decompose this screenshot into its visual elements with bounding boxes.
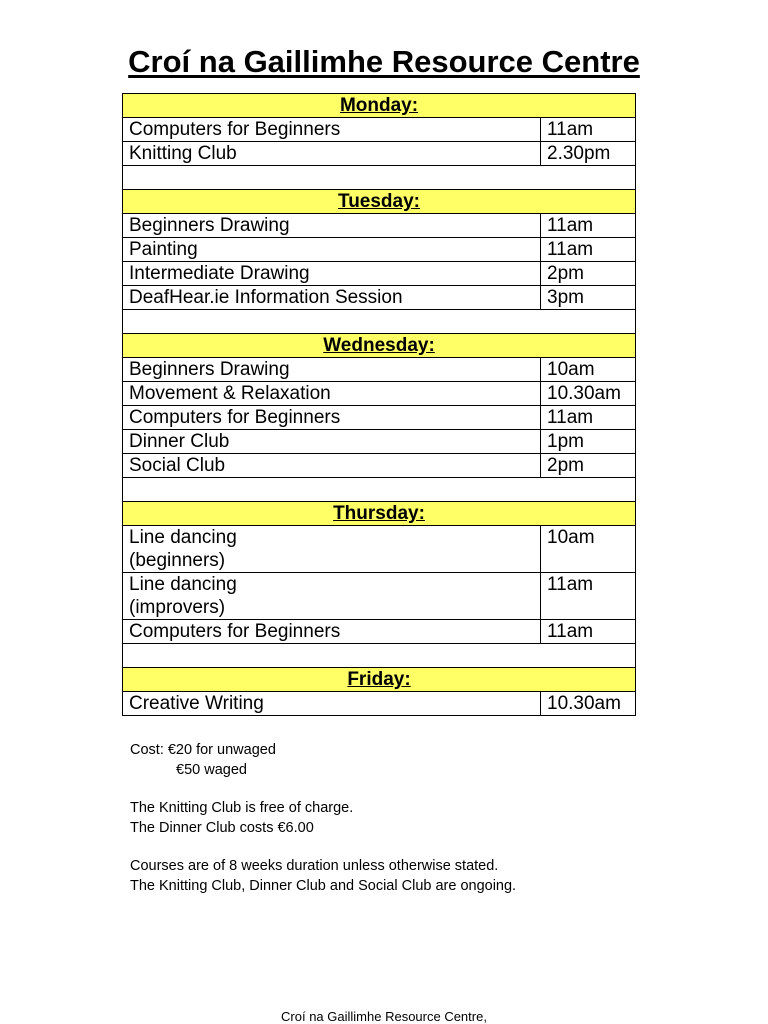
- page-title: Croí na Gaillimhe Resource Centre: [128, 44, 640, 79]
- time-cell: 11am: [541, 238, 636, 262]
- activity-name: Intermediate Drawing: [129, 263, 310, 284]
- activity-name: Social Club: [129, 455, 226, 476]
- time-cell: 10.30am: [541, 692, 636, 716]
- table-row: [123, 358, 636, 382]
- day-header-row: [123, 668, 636, 692]
- ongoing-note: The Knitting Club, Dinner Club and Social Club are ongoing.: [130, 878, 517, 894]
- day-header: Tuesday:: [123, 190, 636, 214]
- spacer-cell: [123, 478, 636, 502]
- day-header: Monday:: [123, 94, 636, 118]
- time-cell: 10am: [541, 358, 636, 382]
- activity-cell: [123, 238, 541, 262]
- activity-name: (improvers): [129, 597, 226, 618]
- duration-note: Courses are of 8 weeks duration unless otherwise stated.: [130, 858, 499, 874]
- activity-name: Beginners Drawing: [129, 215, 290, 236]
- spacer-row: [123, 166, 636, 190]
- day-header: Wednesday:: [123, 334, 636, 358]
- time-cell: 2pm: [541, 262, 636, 286]
- table-row: [123, 142, 636, 166]
- schedule-body: [123, 94, 636, 716]
- table-row: [123, 620, 636, 644]
- activity-cell: [123, 358, 541, 382]
- activity-cell: [123, 382, 541, 406]
- time-cell: 2pm: [541, 454, 636, 478]
- activity-cell: [123, 454, 541, 478]
- table-row: [123, 692, 636, 716]
- spacer-row: [123, 478, 636, 502]
- activity-name: Computers for Beginners: [129, 407, 341, 428]
- activity-cell: [123, 526, 541, 573]
- cost-line-waged: €50 waged: [176, 762, 247, 778]
- table-row: [123, 214, 636, 238]
- knitting-free-note: The Knitting Club is free of charge.: [130, 800, 354, 816]
- spacer-row: [123, 310, 636, 334]
- footer-address: Croí na Gaillimhe Resource Centre,: [281, 1009, 487, 1024]
- activity-cell: [123, 692, 541, 716]
- table-row: [123, 526, 636, 573]
- activity-name: Computers for Beginners: [129, 621, 341, 642]
- time-cell: 11am: [541, 406, 636, 430]
- time-cell: 11am: [541, 118, 636, 142]
- table-row: [123, 286, 636, 310]
- dinner-cost-note: The Dinner Club costs €6.00: [130, 820, 314, 836]
- day-header-row: [123, 502, 636, 526]
- activity-cell: [123, 262, 541, 286]
- time-cell: 10am: [541, 526, 636, 573]
- activity-name: DeafHear.ie Information Session: [129, 287, 403, 308]
- activity-cell: [123, 620, 541, 644]
- time-cell: 10.30am: [541, 382, 636, 406]
- activity-name: Creative Writing: [129, 693, 264, 714]
- table-row: [123, 430, 636, 454]
- time-cell: 3pm: [541, 286, 636, 310]
- table-row: [123, 238, 636, 262]
- activity-name: (beginners): [129, 550, 226, 571]
- table-row: [123, 573, 636, 620]
- spacer-cell: [123, 310, 636, 334]
- time-cell: 1pm: [541, 430, 636, 454]
- day-header: Friday:: [123, 668, 636, 692]
- activity-name: Line dancing: [129, 574, 237, 595]
- cost-line-unwaged: Cost: €20 for unwaged: [130, 742, 276, 758]
- activity-cell: [123, 406, 541, 430]
- spacer-row: [123, 644, 636, 668]
- activity-name: Movement & Relaxation: [129, 383, 331, 404]
- activity-cell: [123, 118, 541, 142]
- activity-cell: [123, 573, 541, 620]
- spacer-cell: [123, 644, 636, 668]
- table-row: [123, 382, 636, 406]
- day-header-row: [123, 334, 636, 358]
- time-cell: 11am: [541, 573, 636, 620]
- schedule-table: [122, 93, 636, 716]
- activity-cell: [123, 142, 541, 166]
- day-header-row: [123, 190, 636, 214]
- table-row: [123, 454, 636, 478]
- activity-name: Knitting Club: [129, 143, 237, 164]
- time-cell: 11am: [541, 214, 636, 238]
- activity-cell: [123, 430, 541, 454]
- day-header-row: [123, 94, 636, 118]
- activity-cell: [123, 214, 541, 238]
- day-header: Thursday:: [123, 502, 636, 526]
- activity-name: Line dancing: [129, 527, 237, 548]
- table-row: [123, 262, 636, 286]
- activity-name: Computers for Beginners: [129, 119, 341, 140]
- activity-name: Dinner Club: [129, 431, 230, 452]
- notes-section: [130, 740, 516, 896]
- table-row: [123, 118, 636, 142]
- activity-name: Beginners Drawing: [129, 359, 290, 380]
- table-row: [123, 406, 636, 430]
- spacer-cell: [123, 166, 636, 190]
- activity-name: Painting: [129, 239, 198, 260]
- time-cell: 2.30pm: [541, 142, 636, 166]
- time-cell: 11am: [541, 620, 636, 644]
- activity-cell: [123, 286, 541, 310]
